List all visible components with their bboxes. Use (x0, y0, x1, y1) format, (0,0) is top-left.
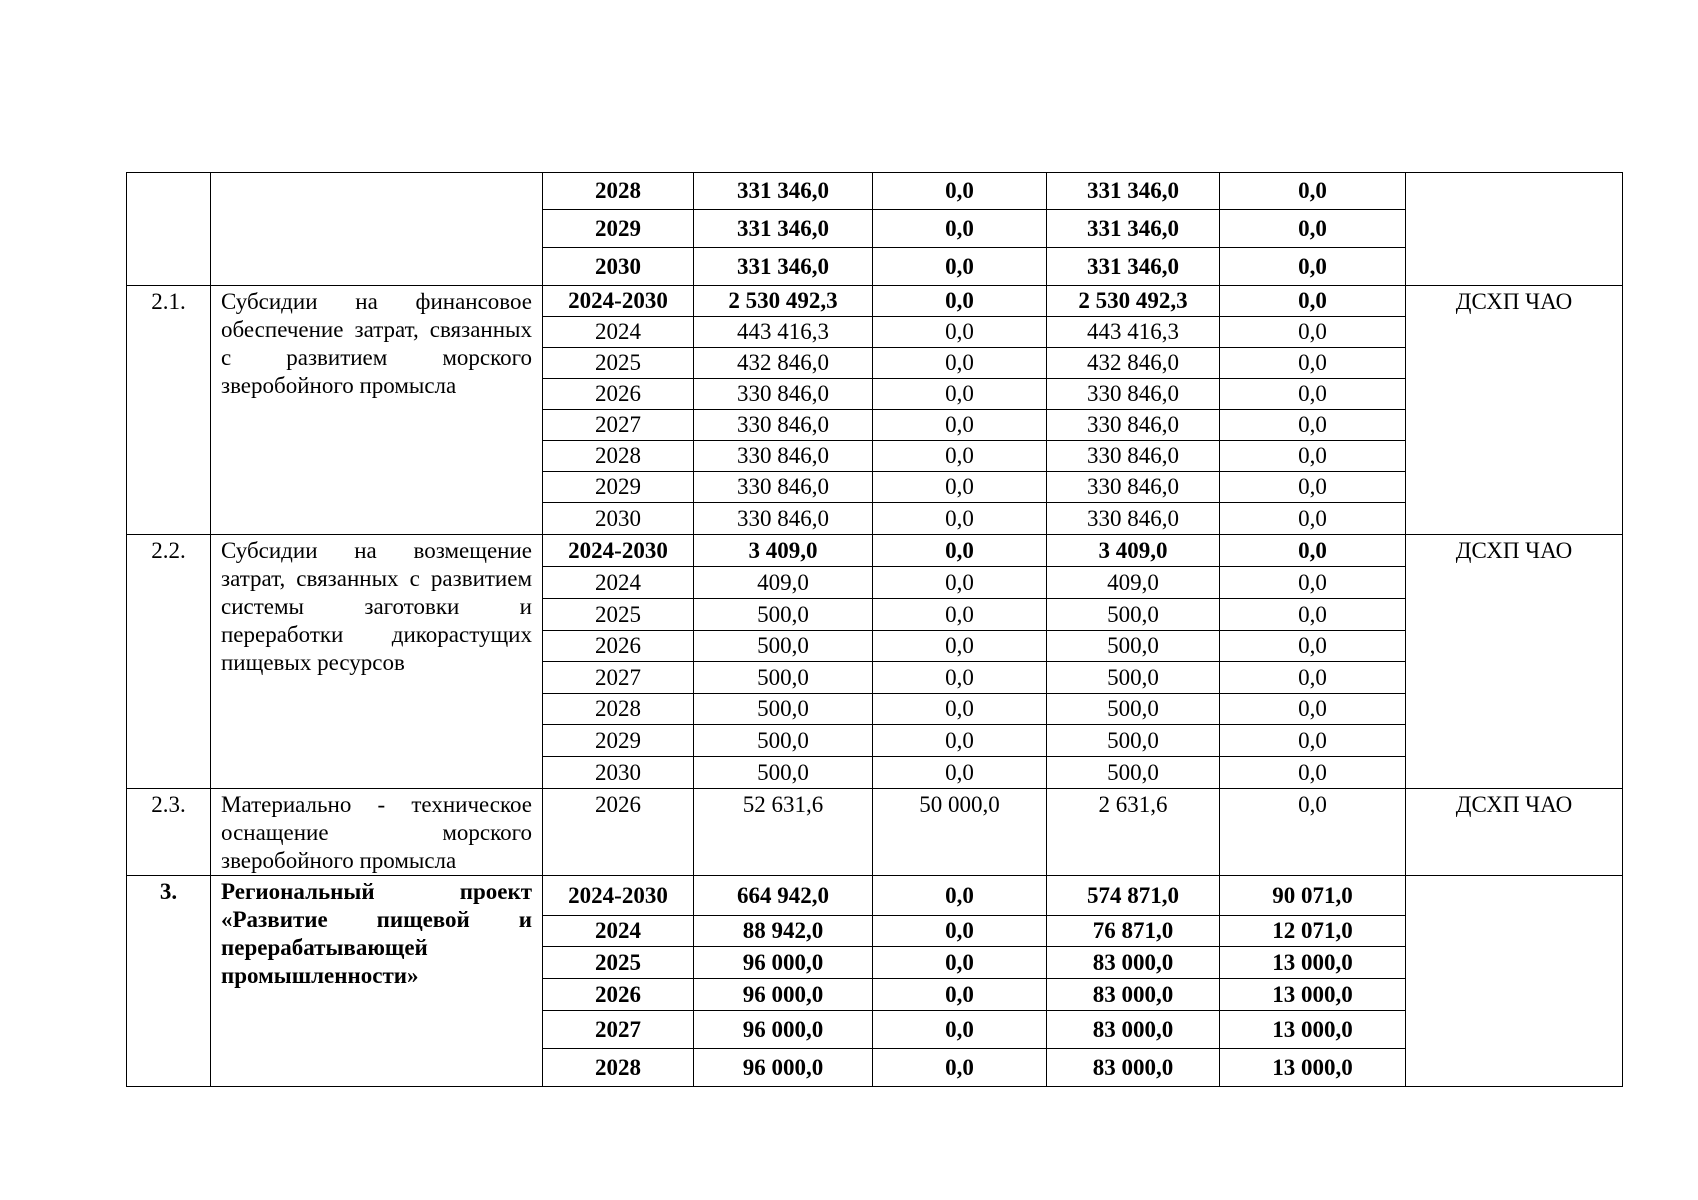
value-cell: 2 530 492,3 (1047, 286, 1220, 317)
value-cell: 0,0 (873, 441, 1047, 472)
value-cell: 500,0 (1047, 631, 1220, 662)
year-cell: 2025 (543, 348, 694, 379)
total-cell: 500,0 (694, 694, 873, 725)
responsible: ДСХП ЧАО (1406, 535, 1623, 789)
value-cell: 0,0 (873, 631, 1047, 662)
value-cell: 0,0 (1220, 535, 1406, 567)
value-cell: 0,0 (1220, 694, 1406, 725)
year-cell: 2024 (543, 567, 694, 599)
total-cell: 96 000,0 (694, 1049, 873, 1087)
value-cell: 83 000,0 (1047, 947, 1220, 979)
value-cell: 0,0 (1220, 567, 1406, 599)
year-cell: 2024 (543, 317, 694, 348)
table-row (127, 789, 1623, 876)
value-cell: 0,0 (873, 662, 1047, 694)
year-cell: 2029 (543, 210, 694, 248)
value-cell: 331 346,0 (1047, 248, 1220, 286)
value-cell: 574 871,0 (1047, 876, 1220, 916)
value-cell: 0,0 (873, 286, 1047, 317)
value-cell: 0,0 (873, 567, 1047, 599)
value-cell: 0,0 (1220, 348, 1406, 379)
year-cell: 2027 (543, 1011, 694, 1049)
item-description-cell (211, 173, 543, 286)
value-cell: 13 000,0 (1220, 1011, 1406, 1049)
value-cell: 500,0 (1047, 599, 1220, 631)
value-cell: 0,0 (1220, 441, 1406, 472)
year-cell: 2029 (543, 725, 694, 757)
item-number: 2.2. (127, 535, 211, 789)
value-cell: 0,0 (1220, 599, 1406, 631)
total-cell: 96 000,0 (694, 979, 873, 1011)
total-cell: 500,0 (694, 631, 873, 662)
year-cell: 2028 (543, 173, 694, 210)
value-cell: 0,0 (873, 210, 1047, 248)
year-cell: 2028 (543, 1049, 694, 1087)
item-description: Субсидии на возмещение затрат, связанных с развитием системы заготовки и переработки дикорастущих пищевых ресурсов (211, 535, 543, 789)
total-cell: 96 000,0 (694, 947, 873, 979)
total-cell: 331 346,0 (694, 173, 873, 210)
year-cell: 2027 (543, 662, 694, 694)
value-cell: 0,0 (873, 725, 1047, 757)
value-cell: 330 846,0 (1047, 379, 1220, 410)
total-cell: 409,0 (694, 567, 873, 599)
item-description: Субсидии на финансовое обеспечение затрат, связанных с развитием морского зверобойного промысла (211, 286, 543, 535)
value-cell: 330 846,0 (1047, 472, 1220, 503)
value-cell: 330 846,0 (1047, 410, 1220, 441)
item-number: 2.1. (127, 286, 211, 535)
value-cell: 0,0 (873, 472, 1047, 503)
value-cell: 0,0 (1220, 286, 1406, 317)
total-cell: 500,0 (694, 662, 873, 694)
table-row (127, 876, 1623, 916)
year-cell: 2024-2030 (543, 535, 694, 567)
value-cell: 0,0 (1220, 789, 1406, 876)
value-cell: 76 871,0 (1047, 916, 1220, 947)
year-cell: 2026 (543, 789, 694, 876)
value-cell: 331 346,0 (1047, 210, 1220, 248)
total-cell: 88 942,0 (694, 916, 873, 947)
value-cell: 0,0 (873, 947, 1047, 979)
value-cell: 0,0 (1220, 631, 1406, 662)
total-cell: 330 846,0 (694, 410, 873, 441)
responsible: ДСХП ЧАО (1406, 286, 1623, 535)
value-cell: 0,0 (873, 916, 1047, 947)
value-cell: 0,0 (873, 876, 1047, 916)
year-cell: 2025 (543, 599, 694, 631)
value-cell: 83 000,0 (1047, 979, 1220, 1011)
responsible-cell (1406, 173, 1623, 286)
value-cell: 0,0 (1220, 472, 1406, 503)
value-cell: 0,0 (1220, 503, 1406, 535)
value-cell: 0,0 (873, 317, 1047, 348)
year-cell: 2026 (543, 379, 694, 410)
value-cell: 0,0 (873, 248, 1047, 286)
year-cell: 2025 (543, 947, 694, 979)
value-cell: 0,0 (1220, 410, 1406, 441)
year-cell: 2030 (543, 248, 694, 286)
year-cell: 2026 (543, 979, 694, 1011)
total-cell: 96 000,0 (694, 1011, 873, 1049)
value-cell: 90 071,0 (1220, 876, 1406, 916)
year-cell: 2024-2030 (543, 876, 694, 916)
table-row (127, 173, 1623, 210)
value-cell: 0,0 (873, 757, 1047, 789)
value-cell: 0,0 (873, 1049, 1047, 1087)
year-cell: 2024-2030 (543, 286, 694, 317)
value-cell: 0,0 (873, 535, 1047, 567)
value-cell: 0,0 (1220, 725, 1406, 757)
value-cell: 0,0 (1220, 757, 1406, 789)
value-cell: 83 000,0 (1047, 1049, 1220, 1087)
year-cell: 2027 (543, 410, 694, 441)
value-cell: 0,0 (1220, 379, 1406, 410)
value-cell: 0,0 (873, 379, 1047, 410)
value-cell: 500,0 (1047, 757, 1220, 789)
total-cell: 331 346,0 (694, 248, 873, 286)
value-cell: 13 000,0 (1220, 1049, 1406, 1087)
total-cell: 2 530 492,3 (694, 286, 873, 317)
total-cell: 331 346,0 (694, 210, 873, 248)
item-description: Материально - техническое оснащение морского зверобойного промысла (211, 789, 543, 876)
total-cell: 664 942,0 (694, 876, 873, 916)
total-cell: 500,0 (694, 725, 873, 757)
value-cell: 3 409,0 (1047, 535, 1220, 567)
value-cell: 83 000,0 (1047, 1011, 1220, 1049)
value-cell: 0,0 (1220, 210, 1406, 248)
budget-table (126, 172, 1623, 1087)
value-cell: 13 000,0 (1220, 979, 1406, 1011)
value-cell: 13 000,0 (1220, 947, 1406, 979)
year-cell: 2028 (543, 694, 694, 725)
value-cell: 0,0 (873, 979, 1047, 1011)
item-number-cell (127, 173, 211, 286)
total-cell: 52 631,6 (694, 789, 873, 876)
total-cell: 330 846,0 (694, 379, 873, 410)
total-cell: 330 846,0 (694, 503, 873, 535)
total-cell: 500,0 (694, 757, 873, 789)
value-cell: 500,0 (1047, 725, 1220, 757)
value-cell: 0,0 (873, 410, 1047, 441)
value-cell: 2 631,6 (1047, 789, 1220, 876)
value-cell: 0,0 (873, 694, 1047, 725)
value-cell: 0,0 (873, 599, 1047, 631)
year-cell: 2030 (543, 757, 694, 789)
total-cell: 330 846,0 (694, 472, 873, 503)
year-cell: 2024 (543, 916, 694, 947)
value-cell: 0,0 (873, 348, 1047, 379)
total-cell: 3 409,0 (694, 535, 873, 567)
value-cell: 409,0 (1047, 567, 1220, 599)
value-cell: 0,0 (1220, 248, 1406, 286)
value-cell: 0,0 (1220, 317, 1406, 348)
item-description: Региональный проект «Развитие пищевой и перерабатывающей промышленности» (211, 876, 543, 1087)
value-cell: 0,0 (1220, 173, 1406, 210)
value-cell: 0,0 (1220, 662, 1406, 694)
value-cell: 0,0 (873, 173, 1047, 210)
responsible (1406, 876, 1623, 1087)
item-number: 2.3. (127, 789, 211, 876)
total-cell: 330 846,0 (694, 441, 873, 472)
year-cell: 2028 (543, 441, 694, 472)
total-cell: 500,0 (694, 599, 873, 631)
value-cell: 0,0 (873, 1011, 1047, 1049)
year-cell: 2030 (543, 503, 694, 535)
table-row (127, 535, 1623, 567)
value-cell: 0,0 (873, 503, 1047, 535)
value-cell: 432 846,0 (1047, 348, 1220, 379)
item-number: 3. (127, 876, 211, 1087)
value-cell: 50 000,0 (873, 789, 1047, 876)
table-row (127, 286, 1623, 317)
total-cell: 443 416,3 (694, 317, 873, 348)
value-cell: 330 846,0 (1047, 503, 1220, 535)
value-cell: 330 846,0 (1047, 441, 1220, 472)
year-cell: 2026 (543, 631, 694, 662)
responsible: ДСХП ЧАО (1406, 789, 1623, 876)
value-cell: 500,0 (1047, 694, 1220, 725)
value-cell: 443 416,3 (1047, 317, 1220, 348)
total-cell: 432 846,0 (694, 348, 873, 379)
value-cell: 500,0 (1047, 662, 1220, 694)
year-cell: 2029 (543, 472, 694, 503)
value-cell: 331 346,0 (1047, 173, 1220, 210)
value-cell: 12 071,0 (1220, 916, 1406, 947)
